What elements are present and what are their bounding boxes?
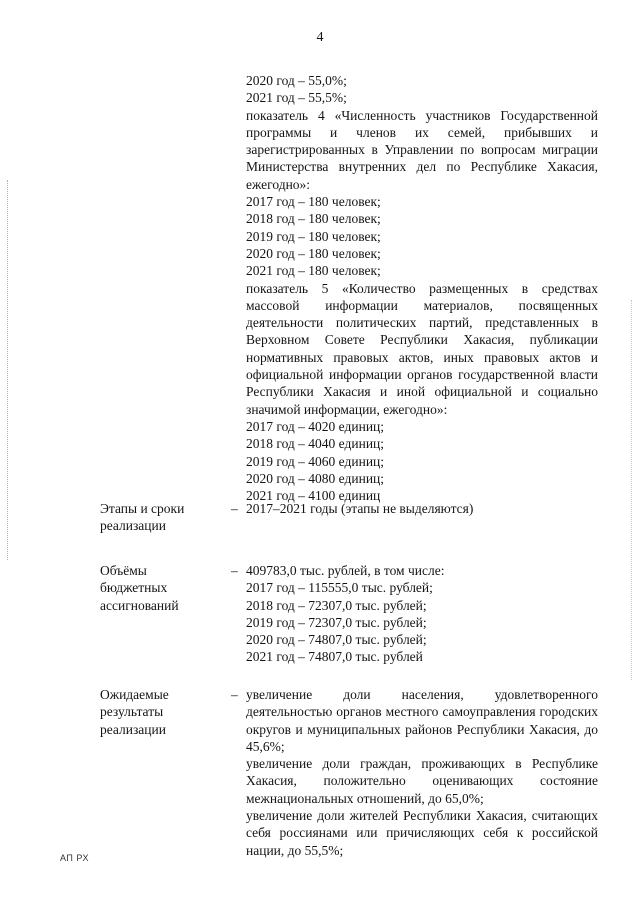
- margin-scan-dots: [7, 180, 11, 560]
- stages-label: Этапы и сроки реализации: [100, 501, 185, 534]
- indicator-value-line: 2017 год – 4020 единиц;: [246, 418, 385, 434]
- budget-dash: –: [231, 563, 238, 578]
- budget-line: 409783,0 тыс. рублей, в том числе:: [246, 563, 445, 578]
- indicator-value-line: 2020 год – 180 человек;: [246, 245, 381, 261]
- indicator-5-text: показатель 5 «Количество размещенных в средствах массовой информации материалов, посвященных деятельности политических партий, представленных в Верховном Совете Республики Хакасия, публикации нормативных правовых актов, иных правовых актов и официальной информации органов государственной власти Республики Хакасия и иной официальной и социально значимой информации, ежегодно»:: [246, 280, 598, 417]
- archive-stamp: АП РХ: [60, 853, 89, 863]
- indicator-value-line: 2021 год – 55,5%;: [246, 90, 347, 106]
- indicator-value-line: 2017 год – 180 человек;: [246, 194, 381, 210]
- budget-line: 2020 год – 74807,0 тыс. рублей;: [246, 632, 427, 648]
- indicator-value-line: 2021 год – 4100 единиц: [246, 488, 381, 504]
- target-indicators-block: [246, 72, 598, 504]
- result-item: увеличение доли граждан, проживающих в Республике Хакасия, положительно оценивающих состояние межнациональных отношений, до 65,0%;: [246, 756, 598, 806]
- indicator-4-text: показатель 4 «Численность участников Государственной программы и членов их семей, прибывших и зарегистрированных в Управлении по вопросам миграции Министерства внутренних дел по Республике Хакасия, ежегодно»:: [246, 107, 598, 192]
- results-label: Ожидаемые результаты реализации: [100, 687, 169, 737]
- stages-value: 2017–2021 годы (этапы не выделяются): [246, 501, 474, 516]
- budget-line: 2019 год – 72307,0 тыс. рублей;: [246, 614, 427, 630]
- indicator-value-line: 2018 год – 4040 единиц;: [246, 436, 385, 452]
- budget-line: 2017 год – 115555,0 тыс. рублей;: [246, 580, 433, 596]
- margin-scan-dots-right: [628, 300, 632, 680]
- budget-line: 2021 год – 74807,0 тыс. рублей: [246, 649, 423, 665]
- budget-line: 2018 год – 72307,0 тыс. рублей;: [246, 597, 427, 613]
- budget-values: [246, 562, 598, 666]
- indicator-value-line: 2020 год – 55,0%;: [246, 73, 347, 88]
- indicator-value-line: 2020 год – 4080 единиц;: [246, 470, 385, 486]
- result-item: увеличение доли жителей Республики Хакасия, считающих себя россиянами или причисляющих себя к российской нации, до 55,5%;: [246, 808, 598, 858]
- indicator-value-line: 2019 год – 4060 единиц;: [246, 453, 385, 469]
- indicator-value-line: 2019 год – 180 человек;: [246, 228, 381, 244]
- result-item: увеличение доли населения, удовлетворенного деятельностью органов местного самоуправления городских округов и муниципальных районов Республики Хакасия, до 45,6%;: [246, 687, 598, 754]
- budget-label: Объёмы бюджетных ассигнований: [100, 563, 179, 613]
- indicator-value-line: 2021 год – 180 человек;: [246, 263, 381, 279]
- results-dash: –: [231, 687, 238, 702]
- results-values: [246, 686, 598, 859]
- page-number: 4: [316, 30, 324, 45]
- stages-dash: –: [231, 501, 238, 516]
- indicator-value-line: 2018 год – 180 человек;: [246, 211, 381, 227]
